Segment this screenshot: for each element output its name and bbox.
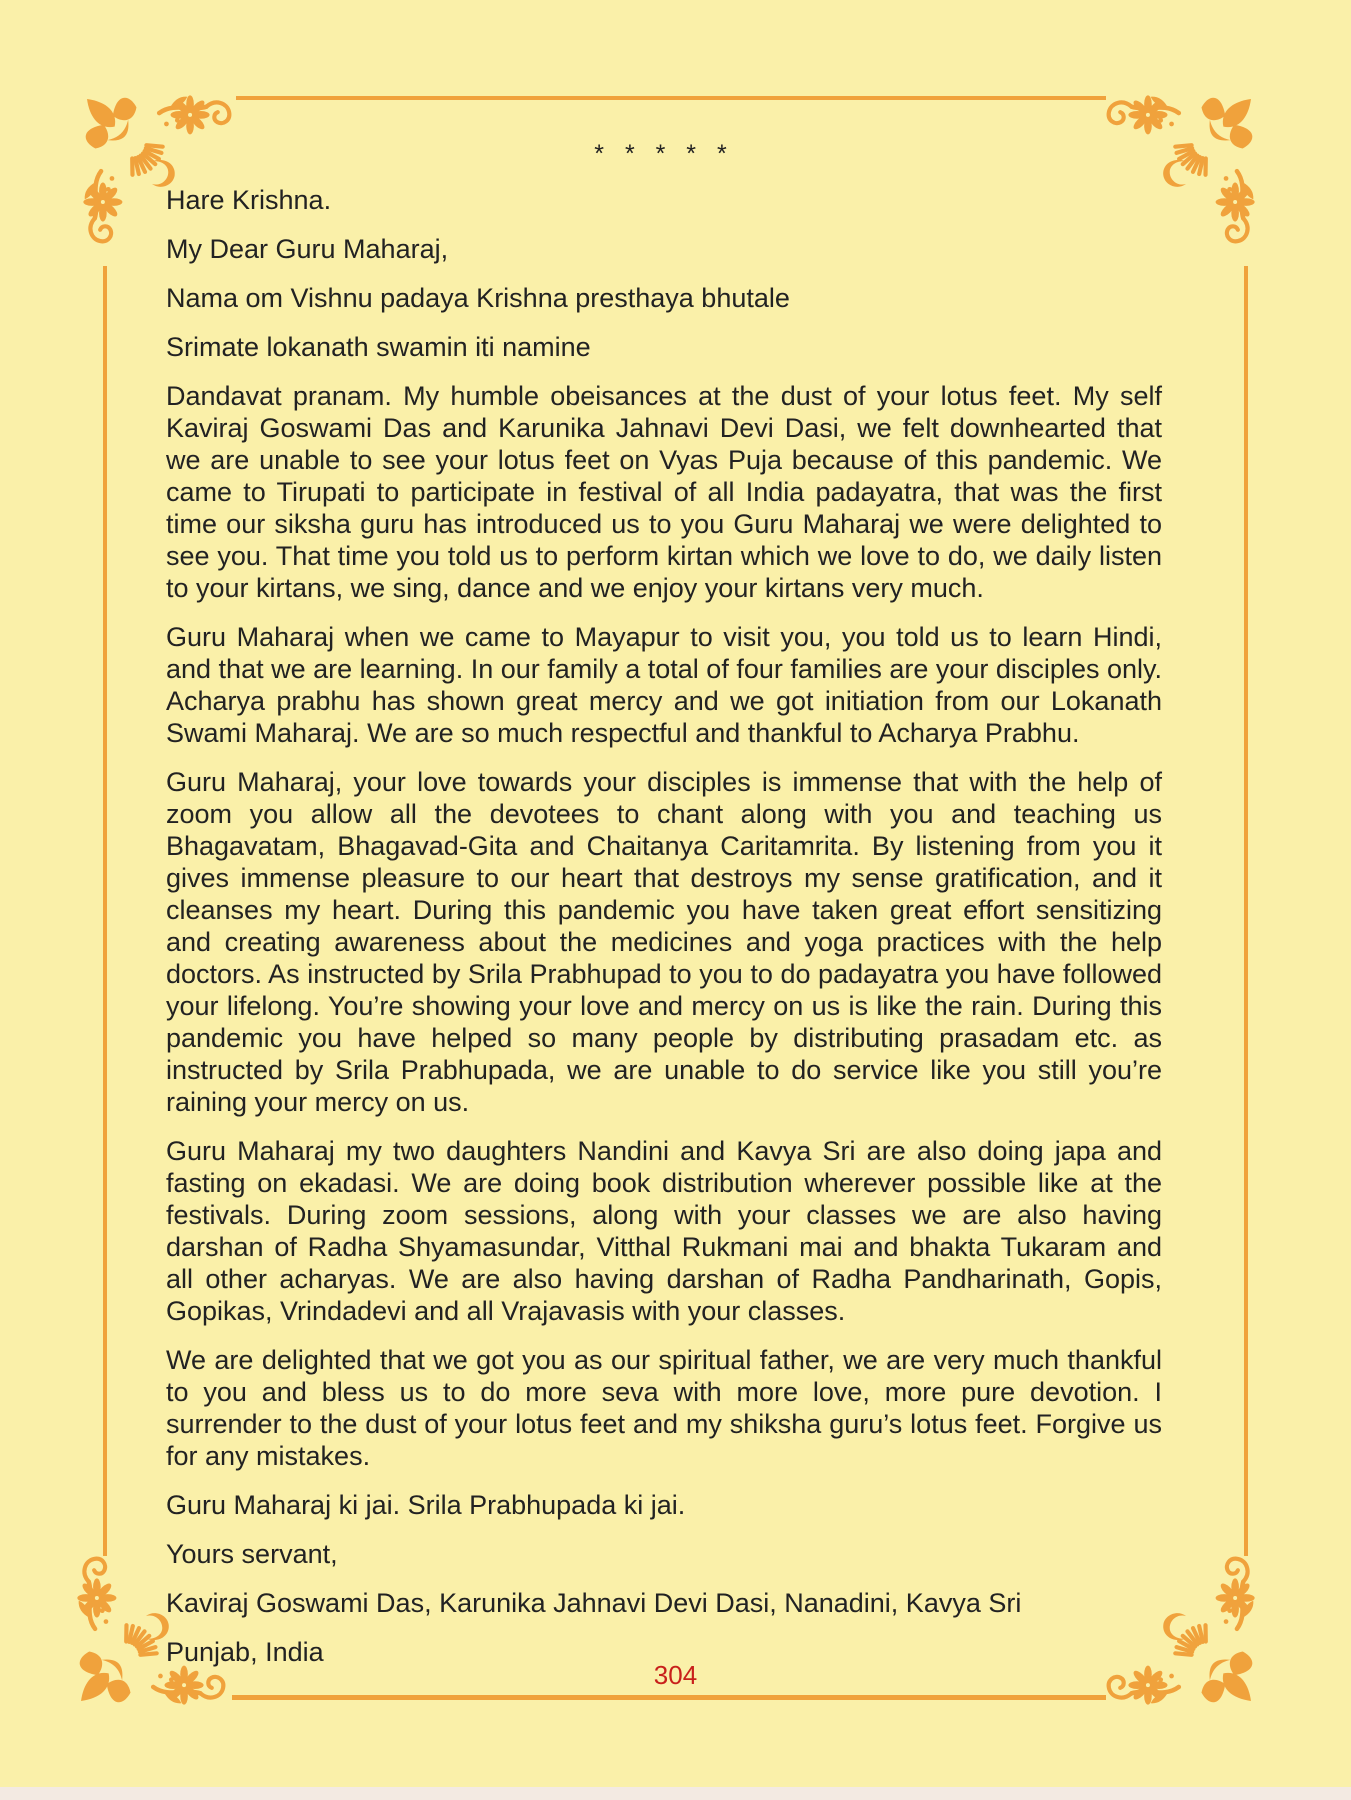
border-line-top [236,96,1106,100]
letter-paragraph: Guru Maharaj my two daughters Nandini and Kavya Sri are also doing japa and fasting on ekadasi. We are doing book distribution wherever possible like at the festivals. During zoom sessions, along with your classes we are also having darshan of Radha Shyamasundar, Vitthal Rukmani mai and bhakta Tukaram and all other acharyas. We are also having darshan of Radha Pandharinath, Gopis, Gopikas, Vrindadevi and all Vrajavasis with your classes. [166,1136,1162,1326]
letter-paragraph: Guru Maharaj when we came to Mayapur to visit you, you told us to learn Hindi, and that we are learning. In our family a total of four families are your disciples only. Acharya prabhu has shown great mercy and we got initiation from our Lokanath Swami Maharaj. We are so much respectful and thankful to Acharya Prabhu. [166,622,1162,748]
scan-page-edge [0,1787,1351,1800]
location-line: Punjab, India [166,1637,324,1667]
border-line-right [1244,266,1248,1556]
salutation-line: Srimate lokanath swamin iti namine [166,332,591,362]
border-line-left [103,266,107,1556]
page-number: 304 [653,1660,698,1690]
letter-body [166,138,1162,1685]
letter-paragraph: Guru Maharaj, your love towards your disciples is immense that with the help of zoom you allow all the devotees to chant along with you and teaching us Bhagavatam, Bhagavad-Gita and Chaitanya Caritamrita. By listening from you it gives immense pleasure to our heart that destroys my sense gratification, and it cleanses my heart. During this pandemic you have taken great effort sensitizing and creating awareness about the medicines and yoga practices with the help doctors. As instructed by Srila Prabhupad to you to do padayatra you have followed your lifelong. You’re showing your love and mercy on us is like the rain. During this pandemic you have helped so many people by distributing prasadam etc. as instructed by Srila Prabhupada, we are unable to do service like you still you’re raining your mercy on us. [166,767,1162,1117]
signature-line: Kaviraj Goswami Das, Karunika Jahnavi Devi Dasi, Nanadini, Kavya Sri [166,1588,1022,1618]
letter-paragraph: Dandavat pranam. My humble obeisances at the dust of your lotus feet. My self Kaviraj Goswami Das and Karunika Jahnavi Devi Dasi, we felt downhearted that we are unable to see your lotus feet on Vyas Puja because of this pandemic. We came to Tirupati to participate in festival of all India padayatra, that was the first time our siksha guru has introduced us to you Guru Maharaj we were delighted to see you. That time you told us to perform kirtan which we love to do, we daily listen to your kirtans, we sing, dance and we enjoy your kirtans very much. [166,381,1162,603]
closing-line: Yours servant, [166,1539,338,1569]
closing-line: Guru Maharaj ki jai. Srila Prabhupada ki jai. [166,1490,686,1520]
letter-paragraph: We are delighted that we got you as our spiritual father, we are very much thankful to you and bless us to do more seva with more love, more pure devotion. I surrender to the dust of your lotus feet and my shiksha guru’s lotus feet. Forgive us for any mistakes. [166,1345,1162,1471]
section-divider-stars: * * * * * [594,140,734,168]
salutation-line: Hare Krishna. [166,185,332,215]
salutation-line: My Dear Guru Maharaj, [166,234,449,264]
border-line-bottom [232,1695,1106,1700]
salutation-line: Nama om Vishnu padaya Krishna presthaya bhutale [166,283,790,313]
